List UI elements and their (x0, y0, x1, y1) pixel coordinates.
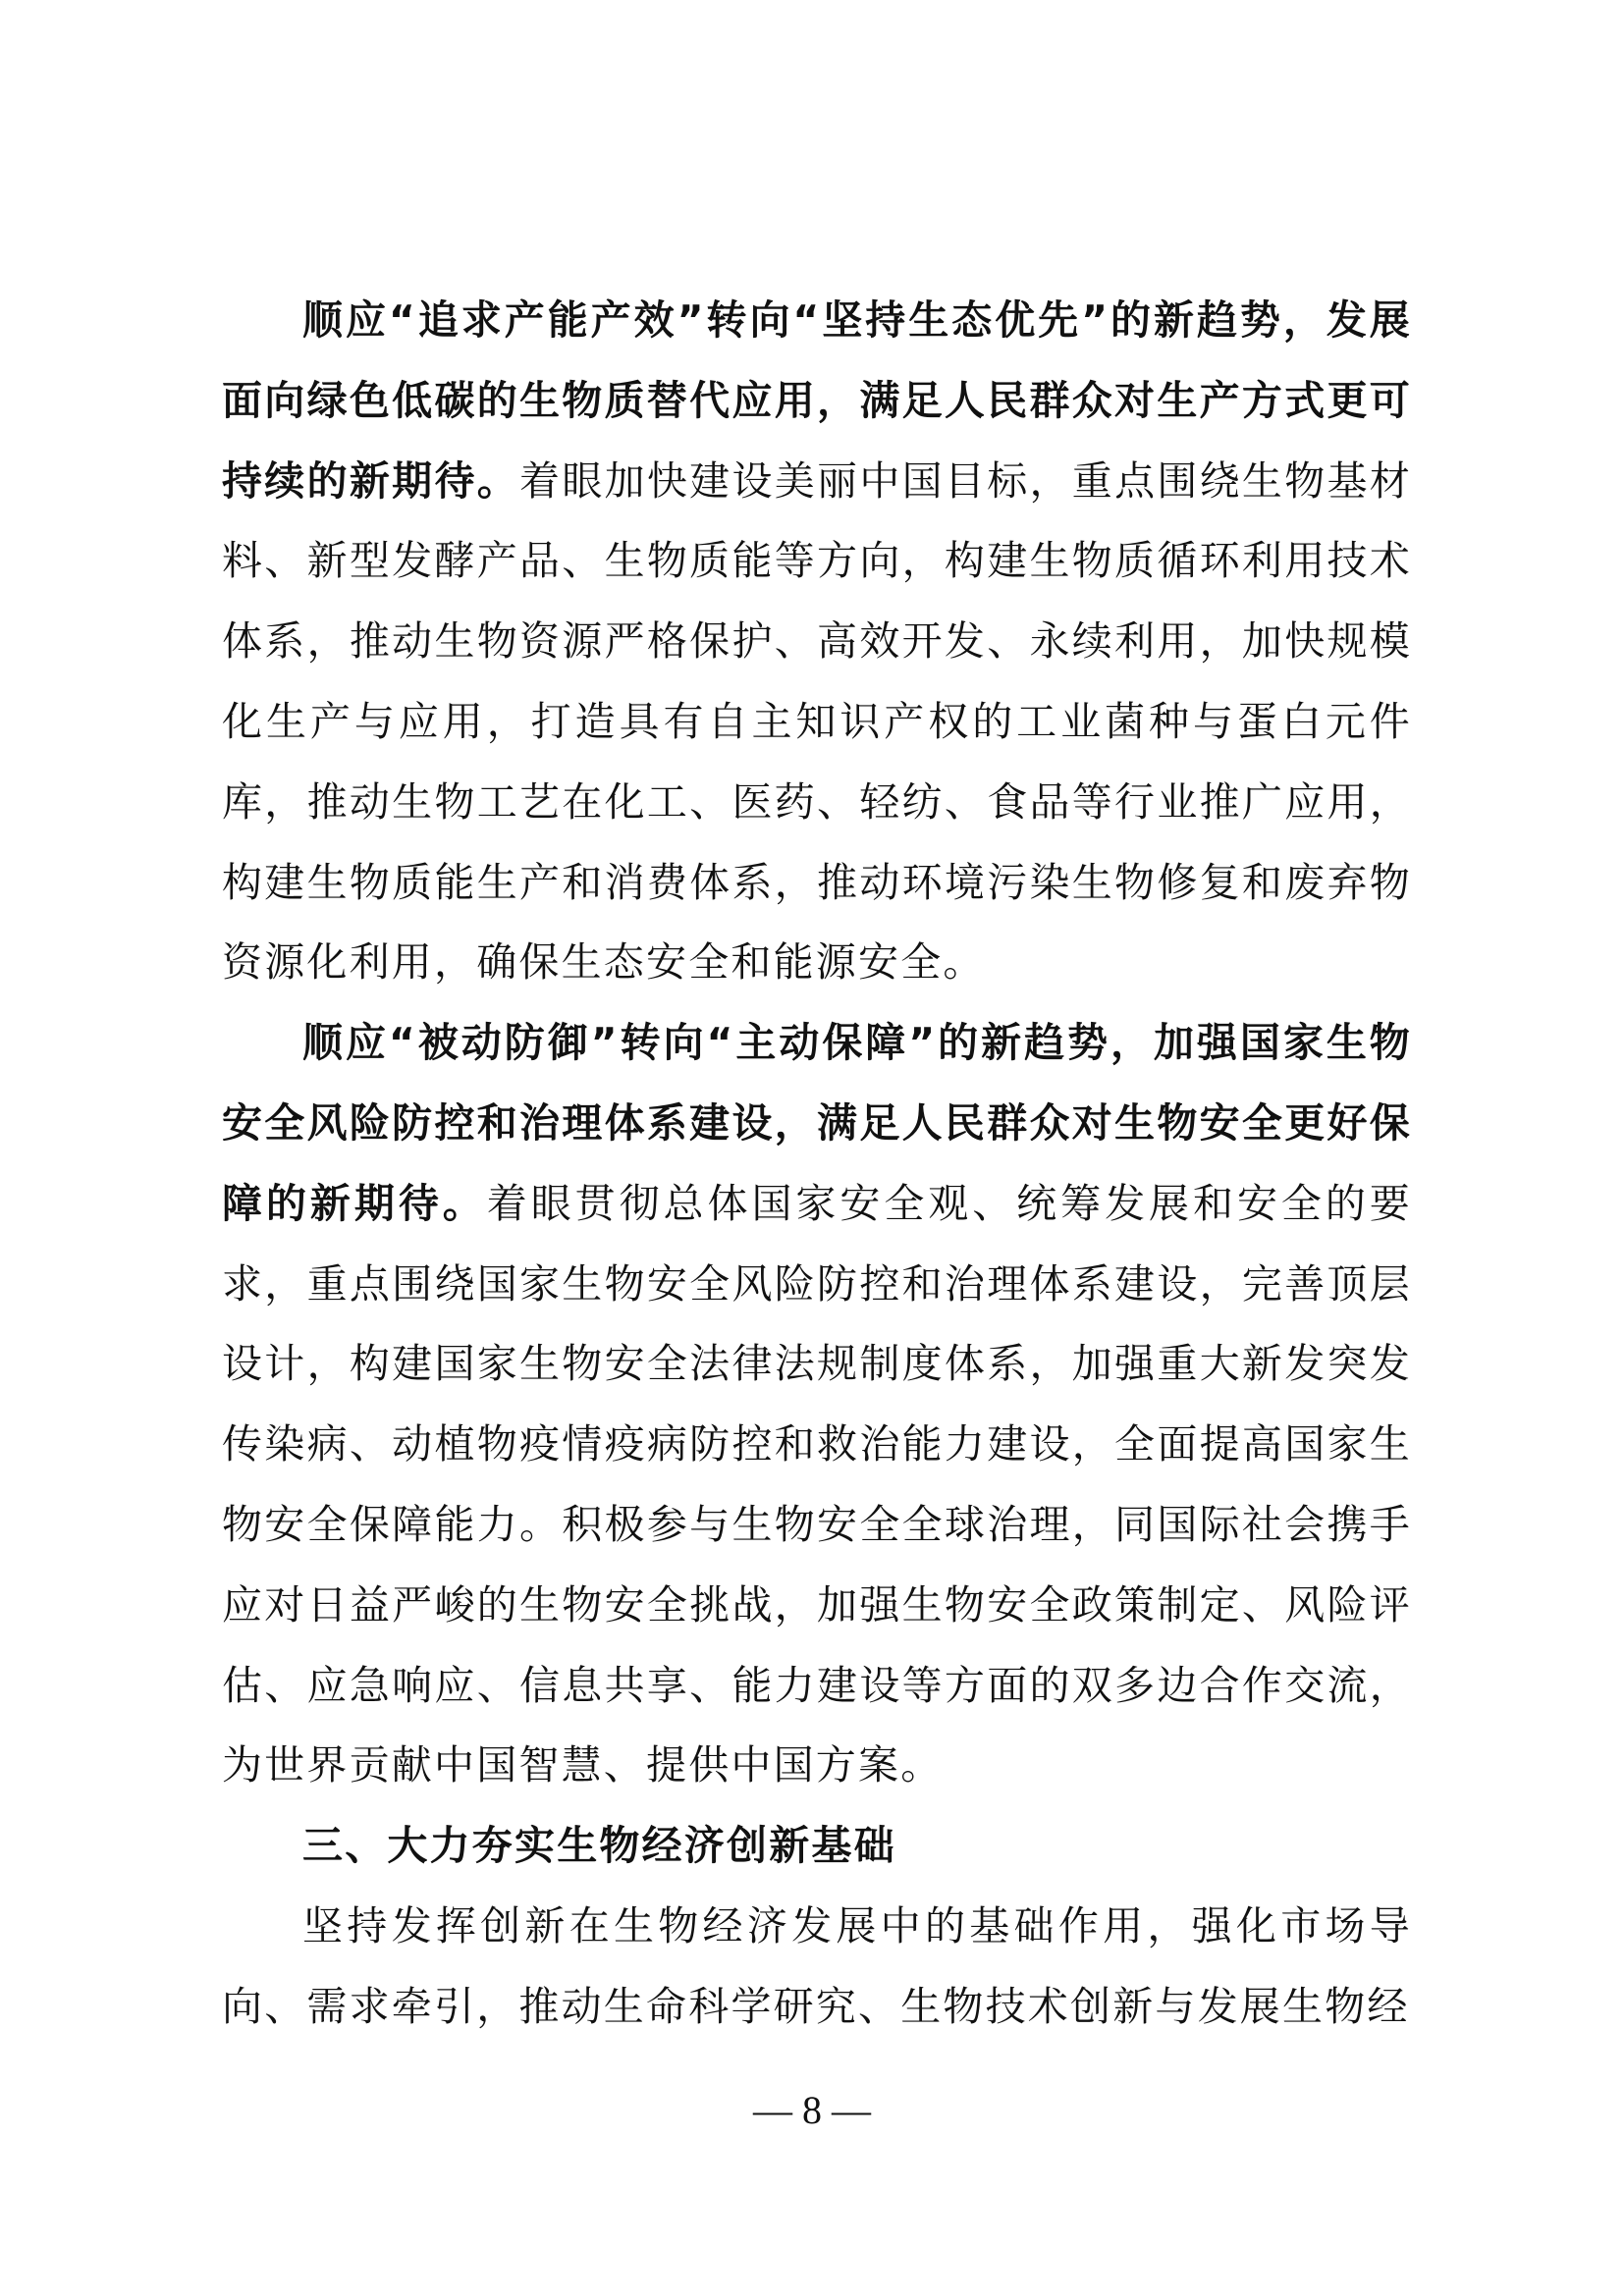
paragraph-biosafety (222, 1003, 1412, 1806)
paragraph-innovation-foundation: 坚持发挥创新在生物经济发展中的基础作用，强化市场导向、需求牵引，推动生命科学研究、生物技术创新与发展生物经 (222, 1901, 1412, 2030)
paragraph-text: 着眼贯彻总体国家安全观、统筹发展和安全的要求，重点围绕国家生物安全风险防控和治理体系建设，完善顶层设计，构建国家生物安全法律法规制度体系，加强重大新发突发传染病、动植物疫情疫病防控和救治能力建设，全面提高国家生物安全保障能力。积极参与生物安全全球治理，同国际社会携手应对日益严峻的生物安全挑战，加强生物安全政策制定、风险评估、应急响应、信息共享、能力建设等方面的双多边合作交流，为世界贡献中国智慧、提供中国方案。 (222, 1179, 1413, 1789)
document-body (222, 281, 1412, 2048)
paragraph-ecological-priority (222, 281, 1412, 1003)
section-heading: 三、大力夯实生物经济创新基础 (302, 1822, 896, 1870)
paragraph-text: 着眼加快建设美丽中国目标，重点围绕生物基材料、新型发酵产品、生物质能等方向，构建生物质循环利用技术体系，推动生物资源严格保护、高效开发、永续利用，加快规模化生产与应用，打造具有自主知识产权的工业菌种与蛋白元件库，推动生物工艺在化工、医药、轻纺、食品等行业推广应用，构建生物质能生产和消费体系，推动环境污染生物修复和废弃物资源化利用，确保生态安全和能源安全。 (222, 456, 1412, 987)
paragraph-lead-bold: 顺应“追求产能产效”转向“坚持生态优先”的新趋势，发展面向绿色低碳的生物质替代应用，满足人民群众对生产方式更可持续的新期待。 (222, 296, 1412, 505)
page-number: — 8 — (753, 2088, 871, 2132)
paragraph-lead-bold: 顺应“被动防御”转向“主动保障”的新趋势，加强国家生物安全风险防控和治理体系建设，满足人民群众对生物安全更好保障的新期待。 (222, 1019, 1412, 1227)
